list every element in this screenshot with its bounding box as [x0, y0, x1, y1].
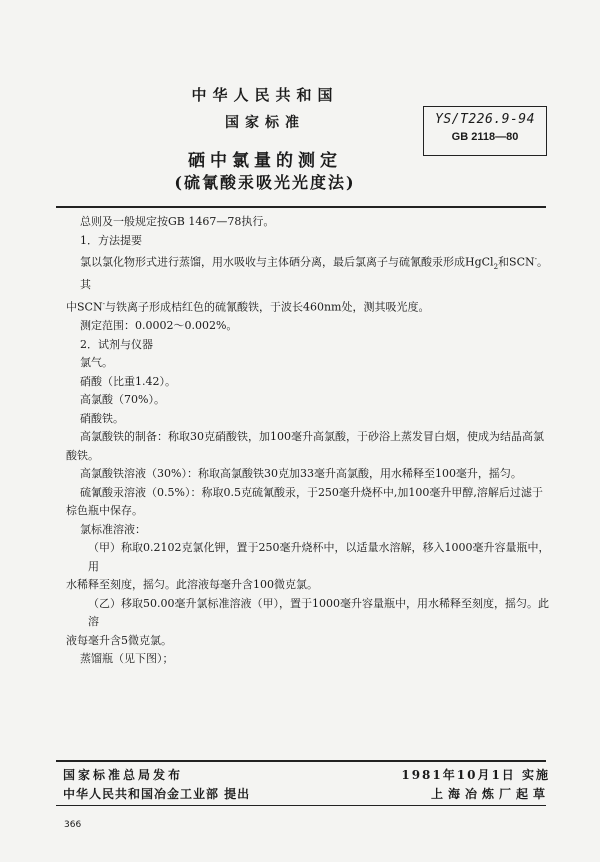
document-body — [66, 213, 550, 669]
method-text-d: 中SCN — [66, 300, 103, 314]
general-rules-line: 总则及一般规定按GB 1467—78执行。 — [80, 215, 275, 228]
method-text-a: 氯以氯化物形式进行蒸馏，用水吸收与主体硒分离，最后氯离子与硫氰酸汞形成HgCl — [80, 255, 494, 269]
implementation-date: 1981年10月1日 实施 — [401, 768, 550, 782]
reagent-mercuric-thiocyanate-2: 棕色瓶中保存。 — [66, 504, 143, 517]
reagent-perchloric-acid: 高氯酸（70%）。 — [80, 393, 165, 406]
proposer: 中华人民共和国冶金工业部 提出 — [63, 787, 251, 801]
standard-type-heading: 国家标准 — [225, 115, 305, 131]
reagent-chlorine: 氯气。 — [80, 356, 113, 369]
reagent-ferric-perchlorate-prep-1: 高氯酸铁的制备：称取30克硝酸铁，加100毫升高氯酸，于砂浴上蒸发冒白烟，使成为结晶高氯 — [80, 430, 544, 443]
measurement-range: 测定范围：0.0002～0.002%。 — [80, 319, 238, 332]
method-summary-line-2 — [66, 295, 550, 317]
chloride-standard-heading: 氯标准溶液： — [80, 522, 146, 536]
handwritten-standard-number: YS/T226.9-94 — [435, 112, 535, 127]
standard-code: GB 2118—80 — [451, 131, 519, 143]
method-summary-line-1 — [66, 250, 550, 295]
publisher: 国家标准总局发布 — [63, 768, 184, 782]
country-heading: 中华人民共和国 — [191, 86, 339, 104]
footer-divider — [56, 760, 546, 762]
reagent-nitric-acid: 硝酸（比重1.42）。 — [80, 374, 176, 388]
reagent-ferric-nitrate: 硝酸铁。 — [80, 411, 124, 425]
header-divider — [56, 206, 546, 208]
subscript-2: 2 — [493, 262, 499, 271]
superscript-minus-2: - — [102, 299, 105, 308]
distillation-flask: 蒸馏瓶（见下图）； — [80, 652, 174, 665]
standard-number-box — [423, 106, 547, 156]
chloride-standard-b-1: （乙）移取50.00毫升氯标准溶液（甲），置于1000毫升容量瓶中，用水稀释至刻度，摇匀。此溶 — [88, 596, 549, 628]
chloride-standard-b-2: 液每毫升含5微克氯。 — [66, 633, 172, 647]
drafter: 上海冶炼厂起草 — [430, 787, 550, 801]
document-subtitle: (硫氰酸汞吸光光度法) — [174, 173, 356, 192]
section-1-heading: 1．方法提要 — [80, 233, 142, 247]
document-title: 硒中氯量的测定 — [188, 151, 342, 171]
chloride-standard-a-2: 水稀释至刻度，摇匀。此溶液每毫升含100微克氯。 — [66, 578, 318, 591]
method-text-e: 与铁离子形成桔红色的硫氰酸铁，于波长460nm处，测其吸光度。 — [104, 300, 430, 314]
method-text-c: 。其 — [80, 255, 548, 292]
chloride-standard-a-1: （甲）称取0.2102克氯化钾，置于250毫升烧杯中，以适量水溶解，移入1000毫升容量瓶中，用 — [88, 541, 550, 573]
superscript-minus: - — [534, 255, 537, 263]
reagent-ferric-perchlorate-solution: 高氯酸铁溶液（30%）：称取高氯酸铁30克加33毫升高氯酸，用水稀释至100毫升，摇匀。 — [80, 467, 522, 480]
method-text-b: 和SCN — [498, 255, 535, 269]
section-2-heading: 2．试剂与仪器 — [80, 337, 153, 351]
footer-bottom-divider — [56, 805, 546, 806]
page-number: 366 — [64, 820, 82, 830]
reagent-mercuric-thiocyanate-1: 硫氰酸汞溶液（0.5%）：称取0.5克硫氰酸汞，于250毫升烧杯中,加100毫升甲醇,溶解后过滤于 — [80, 485, 543, 499]
reagent-ferric-perchlorate-prep-2: 酸铁。 — [66, 448, 99, 462]
